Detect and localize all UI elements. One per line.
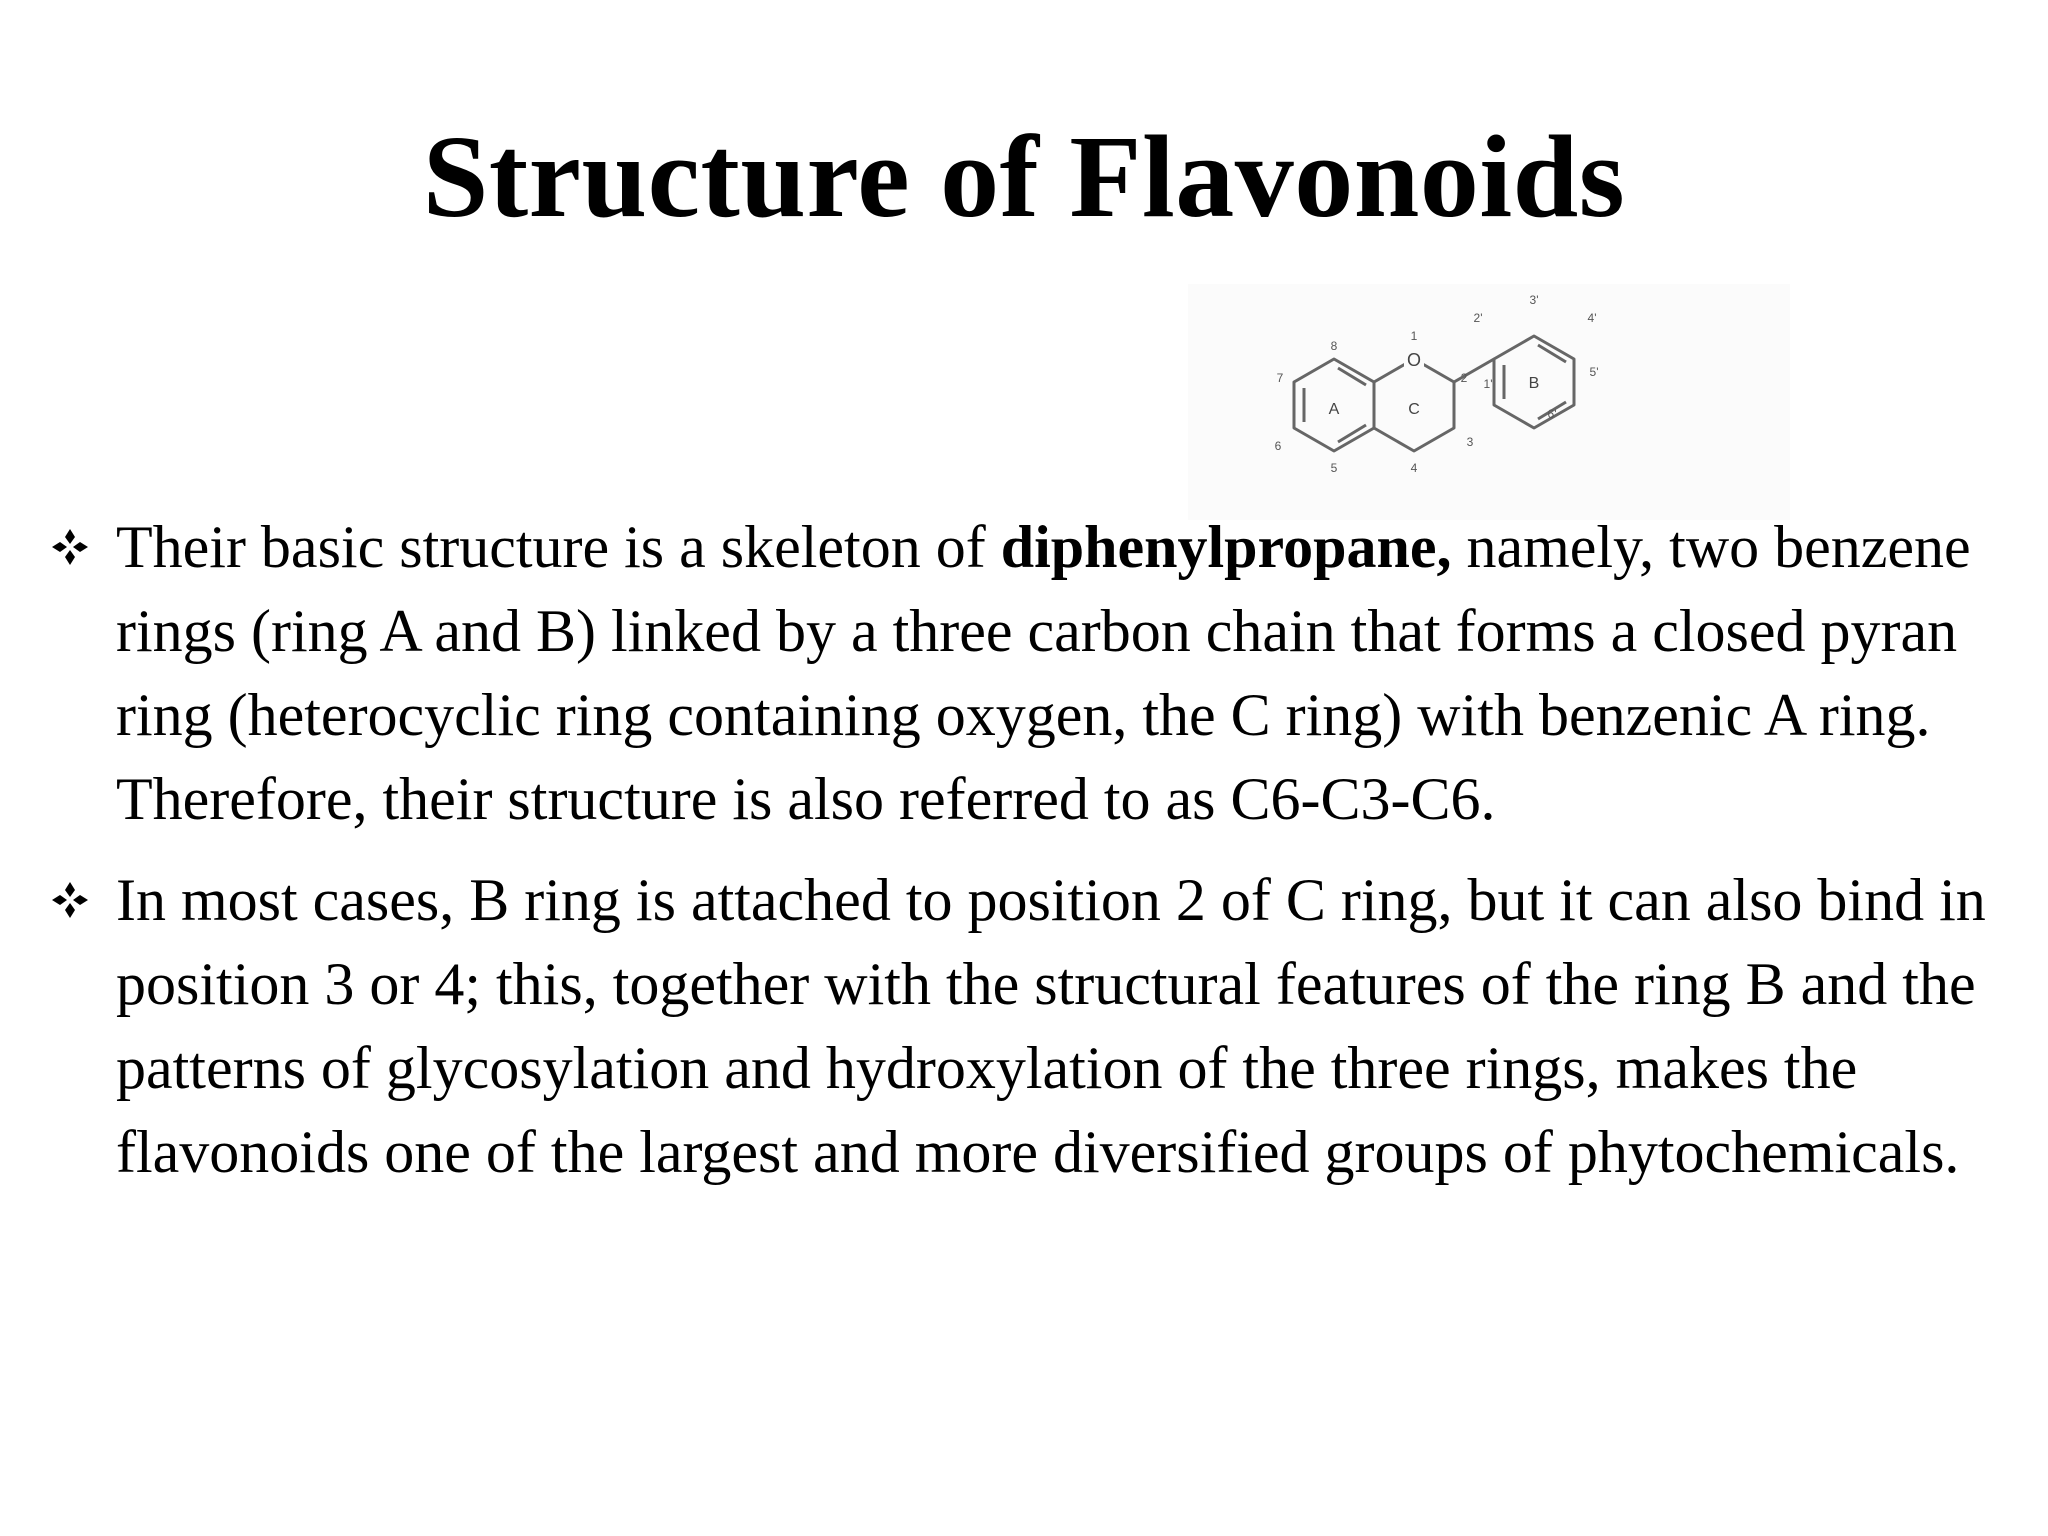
position-3-label: 3	[1466, 435, 1474, 449]
position-2-label: 2	[1460, 371, 1468, 385]
four-petal-diamond-icon	[40, 858, 100, 942]
bullet-bold-term: diphenylpropane,	[1000, 514, 1452, 580]
bullet-item-b-ring-attachment	[40, 858, 2020, 1194]
ring-b-label: B	[1528, 375, 1540, 392]
four-petal-diamond-icon	[40, 505, 100, 589]
position-3prime-label: 3'	[1529, 293, 1539, 307]
position-6prime-label: 6'	[1547, 407, 1557, 421]
position-4prime-label: 4'	[1587, 311, 1597, 325]
bullet-text-before: Their basic structure is a skeleton of	[116, 514, 1001, 580]
position-2prime-label: 2'	[1473, 311, 1483, 325]
position-6-label: 6	[1274, 439, 1282, 453]
position-1-label: 1	[1410, 329, 1418, 343]
bullet-text-after: namely, two benzene rings (ring A and B) linked by a three carbon chain that forms a closed pyran ring (heterocyclic ring containing oxygen, the C ring) with benzenic A ring. Therefore, their structure is also referred to as C6-C3-C6.	[116, 514, 1971, 832]
ring-a-label: A	[1328, 401, 1340, 418]
flavonoid-structure-svg	[1188, 284, 1790, 520]
oxygen-label: O	[1406, 350, 1422, 370]
bullet-item-basic-structure	[40, 505, 2020, 841]
ring-c-label: C	[1408, 401, 1420, 418]
position-7-label: 7	[1276, 371, 1284, 385]
position-8-label: 8	[1330, 339, 1338, 353]
position-1prime-label: 1'	[1483, 377, 1493, 391]
position-5prime-label: 5'	[1589, 365, 1599, 379]
bullet-list	[40, 505, 2020, 1211]
bullet-text: In most cases, B ring is attached to position 2 of C ring, but it can also bind in position 3 or 4; this, together with the structural features of the ring B and the patterns of glycosylation and hydroxylation of the three rings, makes the flavonoids one of the largest and more diversified groups of phytochemicals.	[116, 867, 1986, 1185]
flavonoid-structure-diagram	[1188, 284, 1790, 520]
position-4-label: 4	[1410, 461, 1418, 475]
position-5-label: 5	[1330, 461, 1338, 475]
slide-title: Structure of Flavonoids	[422, 111, 1626, 242]
